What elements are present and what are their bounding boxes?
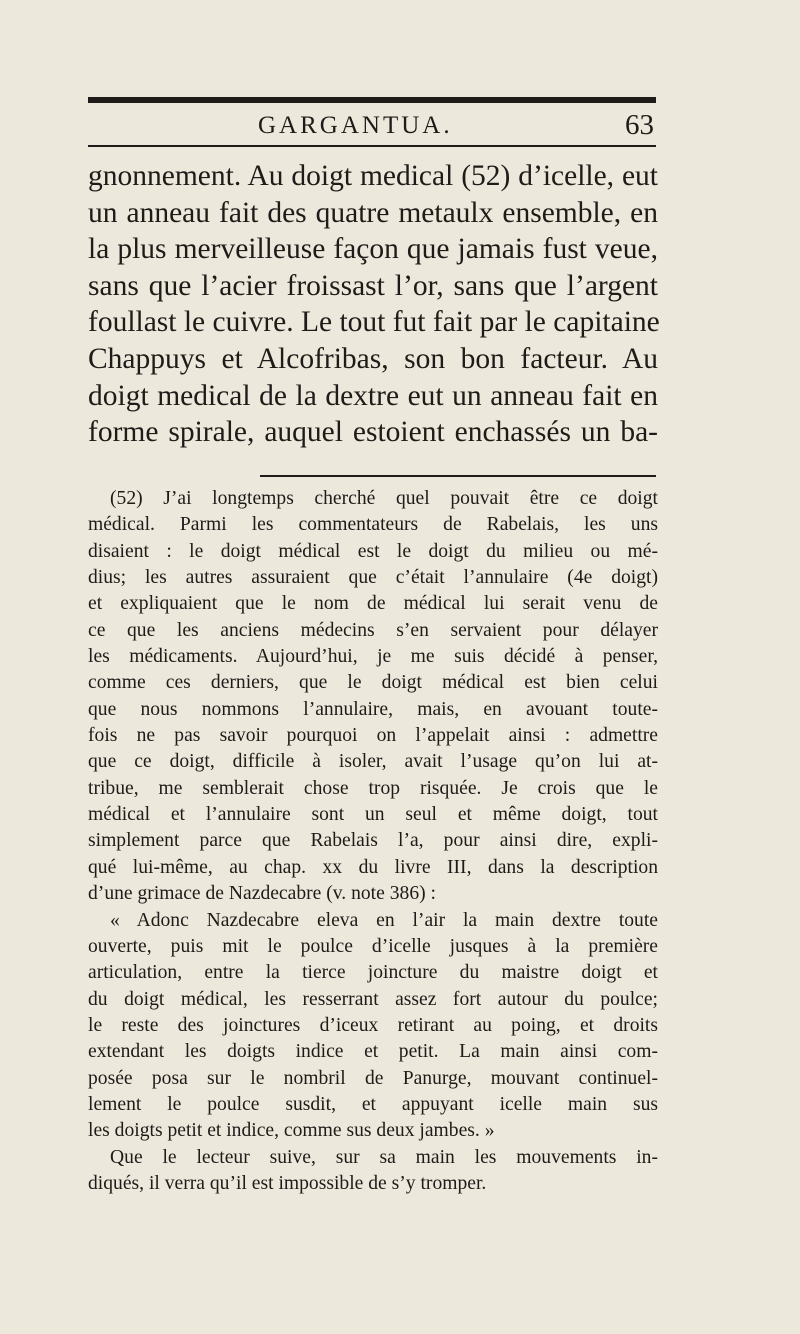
note-line: simplement parce que Rabelais l’a, pour ainsi dire, expli- xyxy=(88,830,658,852)
note-line: dius; les autres assuraient que c’était l’annulaire (4e doigt) xyxy=(88,567,658,589)
note-line: les médicaments. Aujourd’hui, je me suis décidé à penser, xyxy=(88,646,658,668)
note-line: posée posa sur le nombril de Panurge, mouvant continuel- xyxy=(88,1067,658,1089)
note-line: (52) J’ai longtemps cherché quel pouvait être ce doigt xyxy=(110,488,658,509)
note-line: les doigts petit et indice, comme sus deux jambes. » xyxy=(88,1120,495,1142)
note-line: diqués, il verra qu’il est impossible de s’y tromper. xyxy=(88,1172,487,1194)
note-line: « Adonc Nazdecabre eleva en l’air la main dextre toute xyxy=(110,909,658,931)
body-line: un anneau fait des quatre metaulx ensemble, en xyxy=(88,196,658,229)
note-line: disaient : le doigt médical est le doigt du milieu ou mé- xyxy=(88,540,658,562)
note-line: extendant les doigts indice et petit. La main ainsi com- xyxy=(88,1041,658,1063)
note-line: ce que les anciens médecins s’en servaient pour délayer xyxy=(88,619,658,641)
body-line: doigt medical de la dextre eut un anneau fait en xyxy=(88,379,658,412)
note-line: le reste des joinctures d’iceux retirant au poing, et droits xyxy=(88,1014,658,1036)
top-rule xyxy=(88,97,656,103)
body-line: gnonnement. Au doigt medical (52) d’icelle, eut xyxy=(88,160,658,192)
note-line: lement le poulce susdit, et appuyant icelle main sus xyxy=(88,1093,658,1115)
note-line: d’une grimace de Nazdecabre (v. note 386) : xyxy=(88,883,436,905)
running-head xyxy=(88,108,656,144)
running-title: GARGANTUA. xyxy=(258,112,453,139)
body-line: forme spirale, auquel estoient enchassés un ba- xyxy=(88,416,658,449)
note-line: ouverte, puis mit le poulce d’icelle jusques à la première xyxy=(88,935,658,957)
body-line: la plus merveilleuse façon que jamais fust veue, xyxy=(88,233,658,266)
note-line: que ce doigt, difficile à isoler, avait l’usage qu’on lui at- xyxy=(88,751,658,773)
body-line: foullast le cuivre. Le tout fut fait par le capitaine xyxy=(88,306,660,339)
note-line: médical. Parmi les commentateurs de Rabelais, les uns xyxy=(88,514,658,536)
note-line: Que le lecteur suive, sur sa main les mouvements in- xyxy=(110,1146,658,1168)
note-line: du doigt médical, les resserrant assez fort autour du poulce; xyxy=(88,988,658,1010)
main-text xyxy=(88,158,658,451)
footnote-rule xyxy=(260,475,656,477)
note-line: fois ne pas savoir pourquoi on l’appelait ainsi : admettre xyxy=(88,725,658,747)
body-line: sans que l’acier froissast l’or, sans que l’argent xyxy=(88,269,658,302)
note-line: que nous nommons l’annulaire, mais, en avouant toute- xyxy=(88,698,658,720)
header-rule xyxy=(88,145,656,147)
note-line: articulation, entre la tierce joincture du maistre doigt et xyxy=(88,962,658,984)
note-line: et expliquaient que le nom de médical lui serait venu de xyxy=(88,593,658,615)
note-line: comme ces derniers, que le doigt médical est bien celui xyxy=(88,672,658,694)
page-number: 63 xyxy=(625,109,654,141)
note-line: médical et l’annulaire sont un seul et même doigt, tout xyxy=(88,804,658,826)
footnotes xyxy=(88,486,658,1197)
note-line: qué lui-même, au chap. xx du livre III, dans la description xyxy=(88,856,658,878)
note-line: tribue, me semblerait chose trop risquée. Je crois que le xyxy=(88,777,658,799)
body-line: Chappuys et Alcofribas, son bon facteur. Au xyxy=(88,342,658,375)
